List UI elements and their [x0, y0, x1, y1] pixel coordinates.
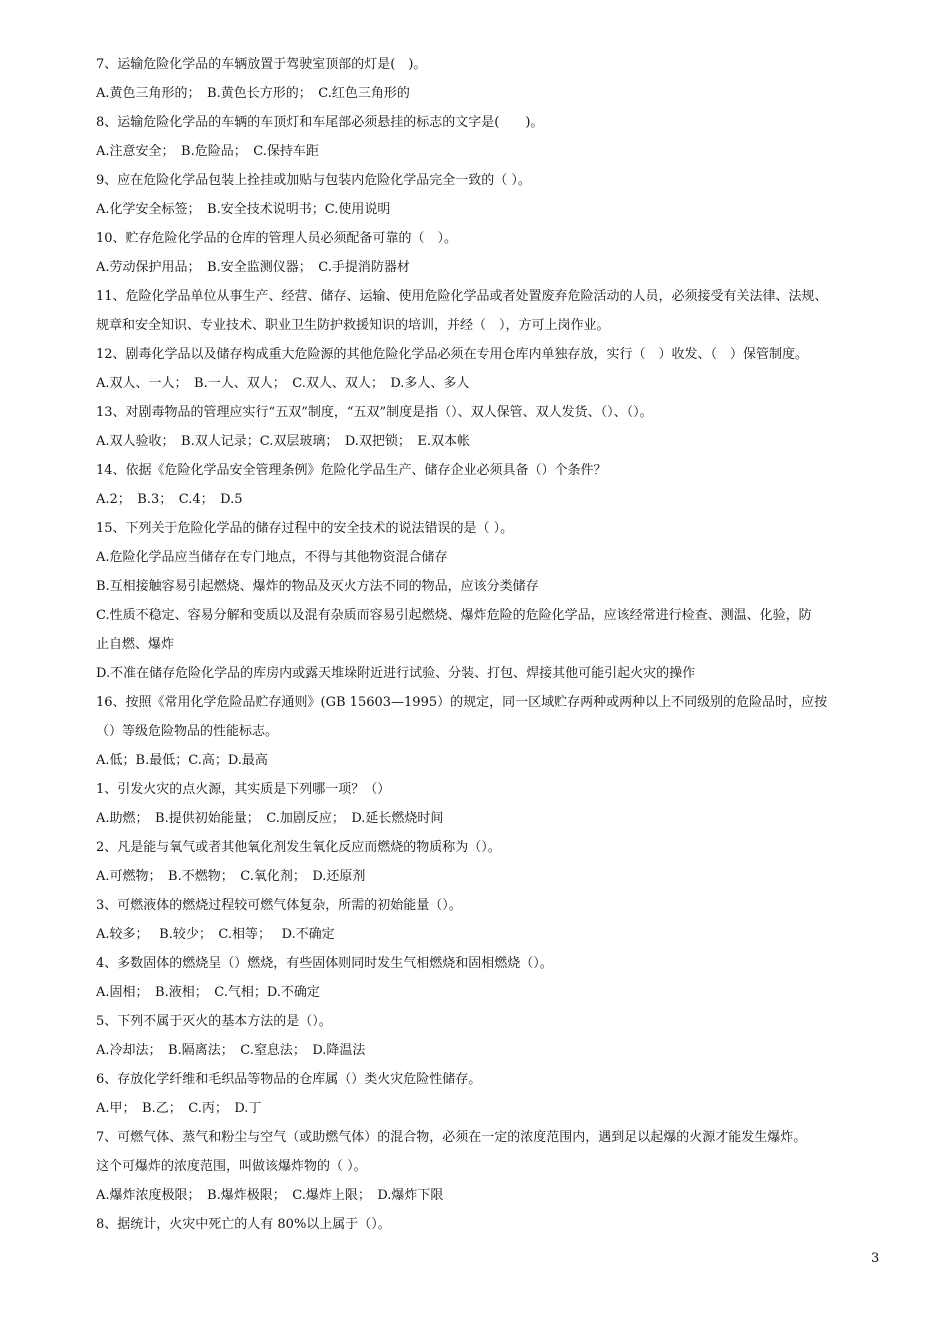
- text-line: 8、据统计，火灾中死亡的人有 80%以上属于（）。: [96, 1217, 391, 1232]
- text-line: 6、存放化学纤维和毛织品等物品的仓库属（）类火灾危险性储存。: [96, 1072, 482, 1087]
- text-line: 11、危险化学品单位从事生产、经营、储存、运输、使用危险化学品或者处置废弃危险活动的人员，必须接受有关法律、法规、: [96, 289, 828, 304]
- text-line: A.冷却法； B.隔离法； C.窒息法； D.降温法: [96, 1043, 366, 1058]
- text-line: A.危险化学品应当储存在专门地点，不得与其他物资混合储存: [96, 550, 448, 565]
- text-line: 4、多数固体的燃烧呈（）燃烧，有些固体则同时发生气相燃烧和固相燃烧（）。: [96, 956, 553, 971]
- text-line: A.注意安全； B.危险品； C.保持车距: [96, 144, 319, 159]
- text-line: A.较多； B.较少； C.相等； D.不确定: [96, 927, 335, 942]
- text-line: A.双人验收； B.双人记录；C.双层玻璃； D.双把锁； E.双本帐: [96, 434, 471, 449]
- text-line: 14、依据《危险化学品安全管理条例》危险化学品生产、储存企业必须具备（）个条件？: [96, 463, 607, 478]
- text-line: A.黄色三角形的； B.黄色长方形的； C.红色三角形的: [96, 86, 410, 101]
- text-line: A.2； B.3； C.4； D.5: [96, 492, 243, 507]
- text-line: 15、下列关于危险化学品的储存过程中的安全技术的说法错误的是（ ）。: [96, 521, 514, 536]
- text-line: A.劳动保护用品； B.安全监测仪器； C.手提消防器材: [96, 260, 410, 275]
- text-line: A.助燃； B.提供初始能量； C.加剧反应； D.延长燃烧时间: [96, 811, 444, 826]
- text-line: 3、可燃液体的燃烧过程较可燃气体复杂，所需的初始能量（）。: [96, 898, 462, 913]
- text-line: 规章和安全知识、专业技术、职业卫生防护救援知识的培训，并经（ ），方可上岗作业。: [96, 318, 610, 333]
- text-line: 止自燃、爆炸: [96, 637, 175, 652]
- text-line: A.甲； B.乙； C.丙； D.丁: [96, 1101, 262, 1116]
- text-line: 这个可爆炸的浓度范围，叫做该爆炸物的（ ）。: [96, 1159, 367, 1174]
- document-page: [96, 50, 896, 1239]
- text-line: C.性质不稳定、容易分解和变质以及混有杂质而容易引起燃烧、爆炸危险的危险化学品，应该经常进行检查、测温、化验，防: [96, 608, 812, 623]
- text-line: A.固相； B.液相； C.气相；D.不确定: [96, 985, 320, 1000]
- text-line: A.爆炸浓度极限； B.爆炸极限； C.爆炸上限； D.爆炸下限: [96, 1188, 444, 1203]
- text-line: 7、可燃气体、蒸气和粉尘与空气（或助燃气体）的混合物，必须在一定的浓度范围内，遇到足以起爆的火源才能发生爆炸。: [96, 1130, 807, 1145]
- text-line: 12、剧毒化学品以及储存构成重大危险源的其他危险化学品必须在专用仓库内单独存放，实行（ ）收发、（ ）保管制度。: [96, 347, 809, 362]
- text-line: 5、下列不属于灭火的基本方法的是（）。: [96, 1014, 332, 1029]
- text-line: 9、应在危险化学品包装上拴挂或加贴与包装内危险化学品完全一致的（ ）。: [96, 173, 531, 188]
- text-line: A.低；B.最低；C.高；D.最高: [96, 753, 268, 768]
- text-line: B.互相接触容易引起燃烧、爆炸的物品及灭火方法不同的物品，应该分类储存: [96, 579, 539, 594]
- text-line: A.可燃物； B.不燃物； C.氧化剂； D.还原剂: [96, 869, 366, 884]
- text-line: （）等级危险物品的性能标志。: [96, 724, 279, 739]
- text-line: A.化学安全标签； B.安全技术说明书；C.使用说明: [96, 202, 391, 217]
- text-line: D.不准在储存危险化学品的库房内或露天堆垛附近进行试验、分装、打包、焊接其他可能引起火灾的操作: [96, 666, 696, 681]
- text-line: 8、运输危险化学品的车辆的车顶灯和车尾部必须悬挂的标志的文字是( )。: [96, 115, 544, 130]
- text-line: 10、贮存危险化学品的仓库的管理人员必须配备可靠的（ ）。: [96, 231, 458, 246]
- text-line: 2、凡是能与氧气或者其他氧化剂发生氧化反应而燃烧的物质称为（）。: [96, 840, 501, 855]
- text-line: 7、运输危险化学品的车辆放置于驾驶室顶部的灯是( )。: [96, 57, 427, 72]
- text-line: 16、按照《常用化学危险品贮存通则》(GB 15603—1995）的规定，同一区域贮存两种或两种以上不同级别的危险品时，应按: [96, 695, 828, 710]
- text-line: 13、对剧毒物品的管理应实行“五双”制度，“五双”制度是指（）、双人保管、双人发货、（）、（）。: [96, 405, 653, 420]
- text-line: 1、引发火灾的点火源，其实质是下列哪一项？（）: [96, 782, 391, 797]
- text-line: A.双人、一人； B.一人、双人； C.双人、双人； D.多人、多人: [96, 376, 470, 391]
- page-number: 3: [871, 1251, 880, 1266]
